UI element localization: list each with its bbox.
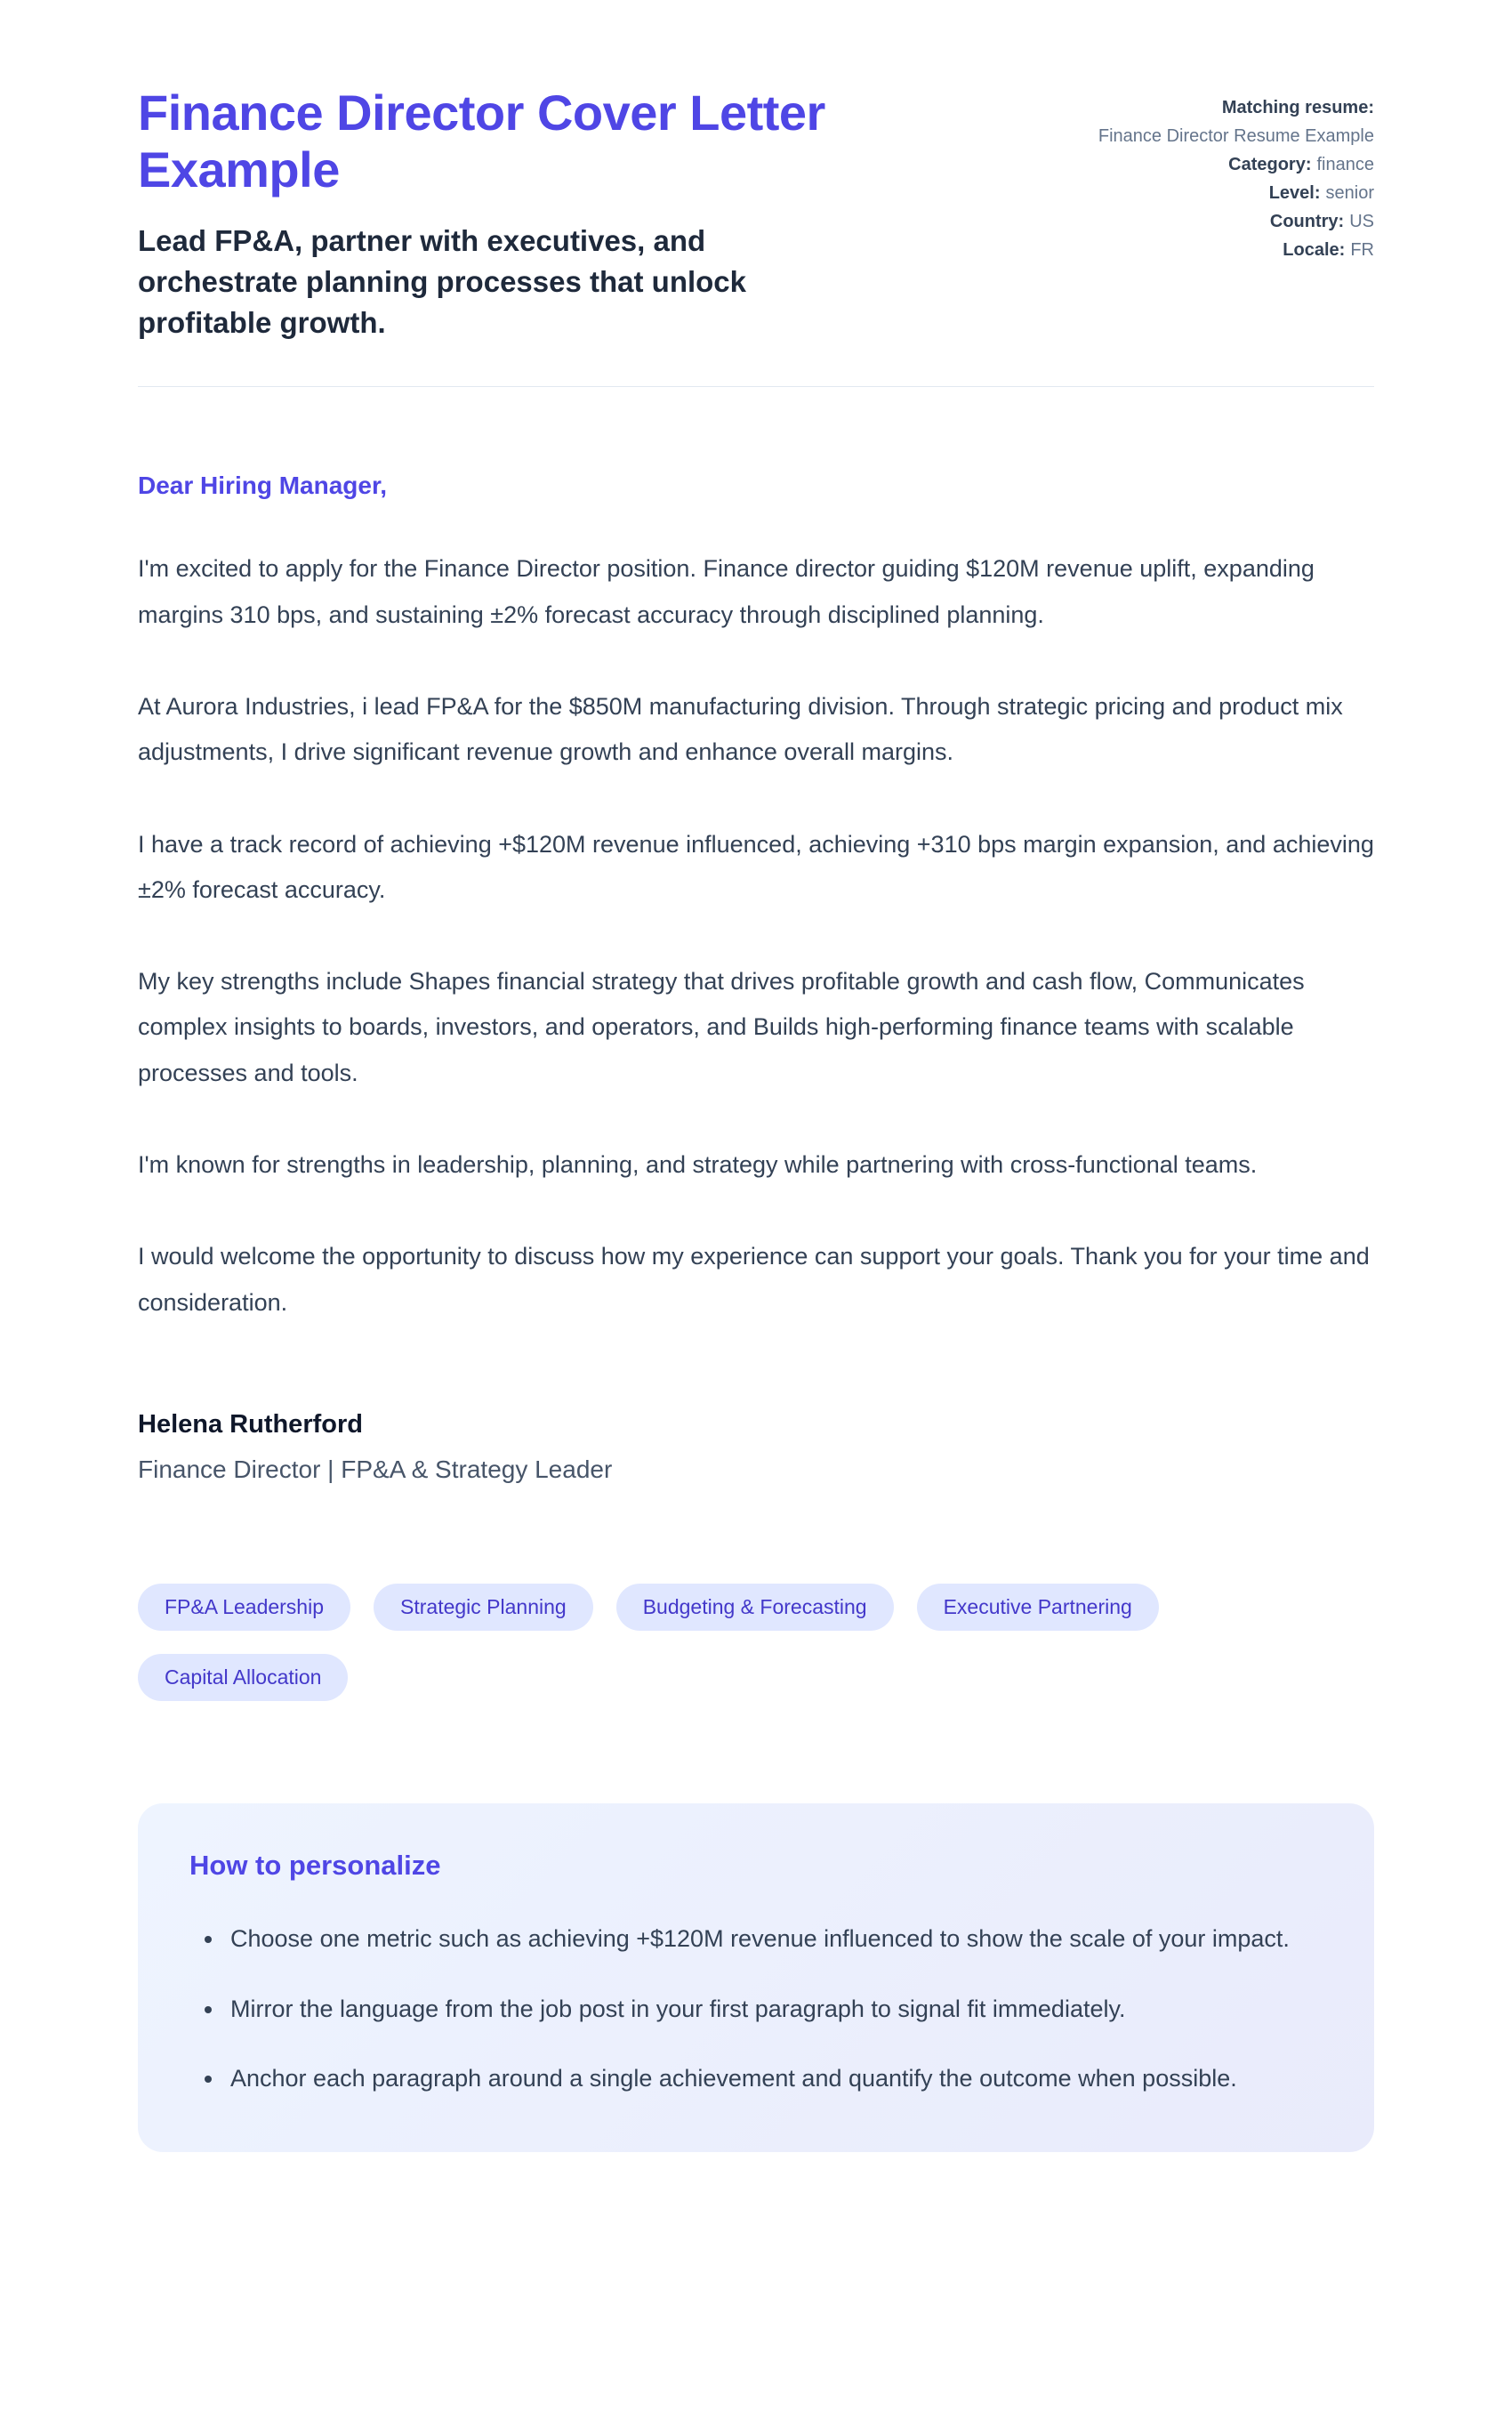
header bbox=[138, 85, 1374, 343]
letter-paragraphs bbox=[138, 546, 1374, 1326]
skill-tag: FP&A Leadership bbox=[138, 1584, 350, 1631]
signature-role: Finance Director | FP&A & Strategy Leader bbox=[138, 1455, 613, 1483]
meta-field-label: Locale: bbox=[1283, 240, 1346, 260]
tips-heading: How to personalize bbox=[189, 1849, 441, 1881]
signature-block bbox=[138, 1410, 1374, 1484]
page-subtitle: Lead FP&A, partner with executives, and orchestrate planning processes that unlock profitable growth. bbox=[138, 223, 747, 340]
letter-paragraph: I would welcome the opportunity to discuss how my experience can support your goals. Thank you for your time and consideration. bbox=[138, 1243, 1370, 1316]
salutation: Dear Hiring Manager, bbox=[138, 472, 388, 500]
meta-fields bbox=[1081, 150, 1374, 264]
meta-field-value: US bbox=[1349, 212, 1374, 231]
meta-field bbox=[1081, 150, 1374, 179]
matching-resume-value: Finance Director Resume Example bbox=[1098, 126, 1374, 146]
tips-list bbox=[189, 1917, 1323, 2100]
signature-name: Helena Rutherford bbox=[138, 1409, 363, 1439]
meta-field-value: FR bbox=[1350, 240, 1374, 260]
meta-field bbox=[1081, 179, 1374, 207]
skill-tag: Capital Allocation bbox=[138, 1654, 348, 1701]
letter-paragraph: I'm excited to apply for the Finance Director position. Finance director guiding $120M revenue uplift, expanding margins 310 bps, and sustaining ±2% forecast accuracy through disciplined planning. bbox=[138, 555, 1315, 628]
skill-tags bbox=[138, 1584, 1374, 1701]
matching-resume-label: Matching resume: bbox=[1221, 98, 1374, 117]
tip-item: • Mirror the language from the job post in your first paragraph to signal fit immediately. bbox=[225, 1988, 1323, 2031]
letter-paragraph: My key strengths include Shapes financial strategy that drives profitable growth and cash flow, Communicates complex insights to boards, investors, and operators, and Builds high-performing finance teams with scalable processes and tools. bbox=[138, 968, 1305, 1086]
meta-field bbox=[1081, 207, 1374, 236]
meta-field-label: Category: bbox=[1228, 155, 1312, 174]
letter-body bbox=[138, 472, 1374, 2151]
letter-paragraph: At Aurora Industries, i lead FP&A for the $850M manufacturing division. Through strategic pricing and product mix adjustments, I drive significant revenue growth and enhance overall margins. bbox=[138, 692, 1343, 766]
skill-tag: Budgeting & Forecasting bbox=[616, 1584, 894, 1631]
meta-field-value: finance bbox=[1316, 155, 1374, 174]
skill-tag: Strategic Planning bbox=[374, 1584, 593, 1631]
header-title-block bbox=[138, 85, 1027, 343]
tip-item: • Choose one metric such as achieving +$120M revenue influenced to show the scale of your impact. bbox=[225, 1917, 1323, 1961]
personalize-tips-box bbox=[138, 1803, 1374, 2152]
meta-field bbox=[1081, 236, 1374, 264]
letter-paragraph: I have a track record of achieving +$120M revenue influenced, achieving +310 bps margin expansion, and achieving ±2% forecast accuracy. bbox=[138, 830, 1374, 903]
meta-field-value: senior bbox=[1325, 183, 1374, 203]
skill-tag: Executive Partnering bbox=[917, 1584, 1159, 1631]
page-title: Finance Director Cover Letter Example bbox=[138, 85, 825, 198]
header-divider bbox=[138, 386, 1374, 387]
tip-item: • Anchor each paragraph around a single achievement and quantify the outcome when possible. bbox=[225, 2057, 1323, 2100]
meta-field-label: Country: bbox=[1269, 212, 1345, 231]
meta-field-label: Level: bbox=[1268, 183, 1321, 203]
letter-paragraph: I'm known for strengths in leadership, planning, and strategy while partnering with cross-functional teams. bbox=[138, 1151, 1258, 1179]
resume-meta bbox=[1081, 85, 1374, 264]
